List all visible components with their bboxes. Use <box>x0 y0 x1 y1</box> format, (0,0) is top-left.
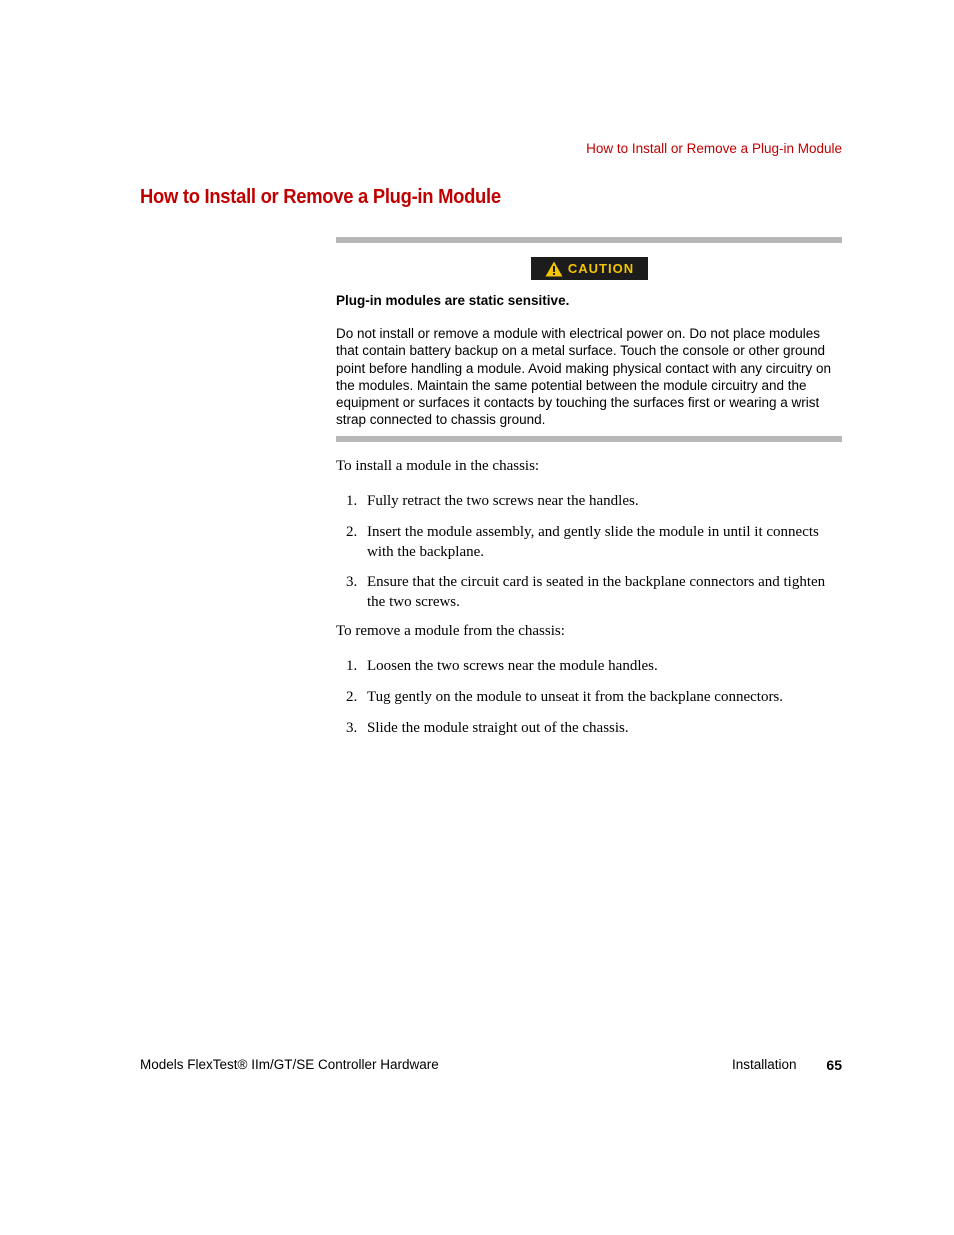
caution-badge <box>531 257 648 280</box>
step-number: 2. <box>346 524 358 540</box>
step-number: 1. <box>346 658 358 674</box>
section-title: How to Install or Remove a Plug-in Module <box>140 186 501 208</box>
caution-body: Do not install or remove a module with electrical power on. Do not place modules that contain battery backup on a metal surface. Touch the console or other ground point before handling a module. Avoid making physical contact with any circuitry on the modules. Maintain the same potential between the module circuitry and the equipment or surfaces it contacts by touching the surfaces first or wearing a wrist strap connected to chassis ground. <box>336 326 832 428</box>
install-step-1 <box>336 492 842 512</box>
running-header: How to Install or Remove a Plug-in Module <box>586 141 842 156</box>
caution-label: CAUTION <box>567 261 635 276</box>
caution-bottom-rule <box>336 436 842 442</box>
step-text: Ensure that the circuit card is seated in the backplane connectors and tighten the two screws. <box>367 574 826 610</box>
remove-step-3 <box>336 719 842 739</box>
remove-intro: To remove a module from the chassis: <box>336 623 565 639</box>
step-text: Loosen the two screws near the module handles. <box>367 658 658 674</box>
footer-section-name: Installation <box>732 1057 797 1072</box>
install-step-2 <box>336 523 842 562</box>
step-text: Slide the module straight out of the chassis. <box>367 720 629 736</box>
caution-top-rule <box>336 237 842 243</box>
install-step-3 <box>336 573 842 612</box>
step-number: 3. <box>346 720 358 736</box>
step-text: Fully retract the two screws near the handles. <box>367 493 639 509</box>
step-text: Tug gently on the module to unseat it from the backplane connectors. <box>367 689 784 705</box>
step-number: 3. <box>346 574 358 590</box>
step-number: 1. <box>346 493 358 509</box>
install-intro: To install a module in the chassis: <box>336 458 540 474</box>
remove-step-1 <box>336 657 842 677</box>
footer-document-title: Models FlexTest® IIm/GT/SE Controller Hardware <box>140 1057 439 1072</box>
caution-heading: Plug-in modules are static sensitive. <box>336 293 570 308</box>
remove-step-2 <box>336 688 842 708</box>
warning-triangle-icon <box>545 261 563 277</box>
page-number: 65 <box>826 1057 842 1073</box>
step-number: 2. <box>346 689 358 705</box>
step-text: Insert the module assembly, and gently slide the module in until it connects with the backplane. <box>367 524 819 560</box>
